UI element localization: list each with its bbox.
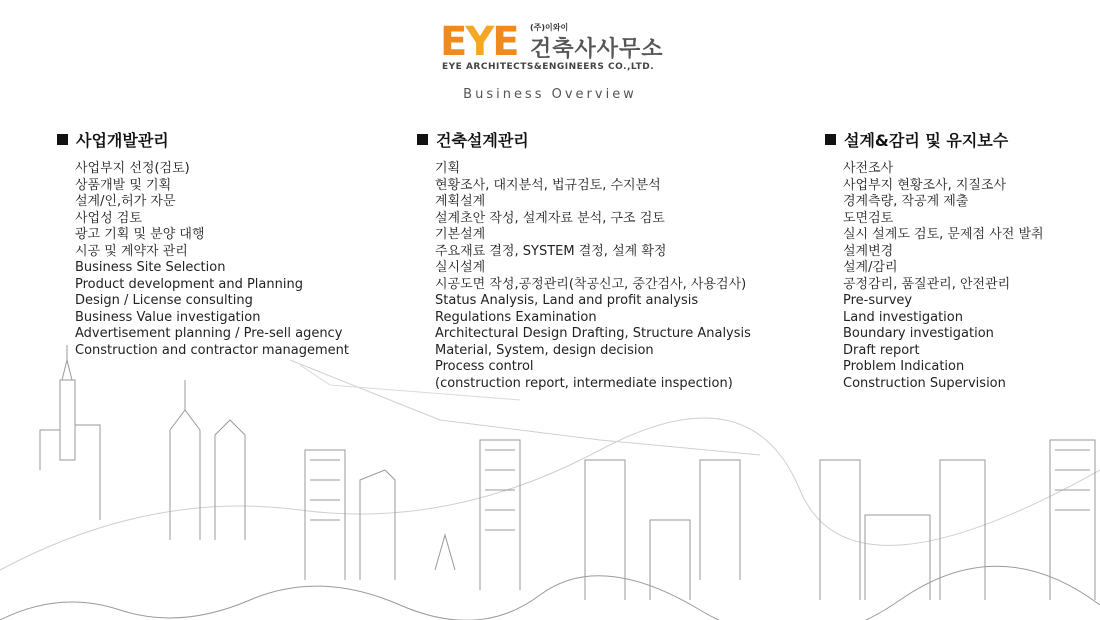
list-item: Product development and Planning: [75, 276, 303, 292]
logo-korean-name: 건축사사무소: [530, 37, 664, 62]
list-item: 설계변경: [843, 243, 894, 259]
company-logo: [440, 18, 670, 78]
list-item: Advertisement planning / Pre-sell agency: [75, 326, 343, 341]
logo-letter: Y: [465, 19, 493, 65]
list-item: 계획설계: [435, 194, 486, 209]
list-item: Pre-survey: [843, 293, 913, 308]
section-title: [57, 128, 349, 151]
logo-letter: E: [440, 19, 466, 65]
section-business-development: [57, 128, 349, 359]
list-item: Regulations Examination: [435, 309, 597, 325]
section-title-text: 설계&감리 및 유지보수: [844, 131, 1009, 150]
list-item: Material, System, design decision: [435, 342, 654, 358]
square-bullet-icon: [417, 134, 428, 145]
list-item: (construction report, intermediate inspection): [435, 375, 733, 391]
list-item: 실시 설계도 검토, 문제점 사전 발취: [843, 227, 1044, 242]
list-item: Boundary investigation: [843, 326, 994, 341]
logo-mark: [440, 19, 518, 65]
square-bullet-icon: [825, 134, 836, 145]
list-item: 경계측량, 작공계 제출: [843, 194, 969, 209]
list-item: 설계/감리: [843, 260, 898, 275]
list-item: Construction Supervision: [843, 375, 1006, 391]
list-item: 광고 기획 및 분양 대행: [75, 227, 205, 242]
logo-company-prefix: (주)이와이: [530, 23, 569, 32]
square-bullet-icon: [57, 134, 68, 145]
list-item: Business Site Selection: [75, 260, 226, 275]
list-item: 도면검토: [843, 210, 894, 226]
list-item: 현황조사, 대지분석, 법규검토, 수지분석: [435, 177, 661, 193]
section-title-text: 사업개발관리: [76, 131, 169, 150]
list-item: 설계/인,허가 자문: [75, 194, 176, 209]
logo-letter: E: [492, 19, 518, 65]
list-item: Draft report: [843, 342, 920, 358]
logo-english-name: EYE ARCHITECTS&ENGINEERS CO.,LTD.: [442, 62, 655, 72]
list-item: Status Analysis, Land and profit analysis: [435, 293, 699, 308]
section-title: [825, 128, 1044, 151]
list-item: 사업부지 현황조사, 지질조사: [843, 177, 1007, 193]
list-item: 공정감리, 품질관리, 안전관리: [843, 276, 1011, 292]
list-item: Process control: [435, 359, 534, 374]
list-item: 상품개발 및 기획: [75, 177, 172, 193]
list-item: Construction and contractor management: [75, 342, 350, 358]
list-item: 설계초안 작성, 설계자료 분석, 구조 검토: [435, 210, 665, 226]
list-item: 사전조사: [843, 161, 894, 176]
list-item: 기획: [435, 161, 461, 176]
list-item: 기본설계: [435, 227, 486, 242]
list-item: 주요재료 결정, SYSTEM 결정, 설계 확정: [435, 243, 667, 259]
section-title: [417, 128, 751, 151]
list-item: Design / License consulting: [75, 293, 253, 308]
list-item: 시공 및 계약자 관리: [75, 243, 188, 259]
item-list: [57, 161, 349, 359]
list-item: Problem Indication: [843, 359, 965, 374]
list-item: Land investigation: [843, 309, 963, 325]
list-item: 사업부지 선정(검토): [75, 161, 190, 176]
list-item: Architectural Design Drafting, Structure Analysis: [435, 326, 751, 341]
list-item: 사업성 검토: [75, 210, 142, 226]
list-item: Business Value investigation: [75, 309, 261, 325]
list-item: 실시설계: [435, 260, 486, 275]
list-item: 시공도면 작성,공정관리(착공신고, 중간검사, 사용검사): [435, 276, 747, 292]
section-title-text: 건축설계관리: [436, 131, 529, 150]
city-skyline-sketch: [0, 340, 1100, 620]
page-subtitle: Business Overview: [463, 87, 637, 102]
